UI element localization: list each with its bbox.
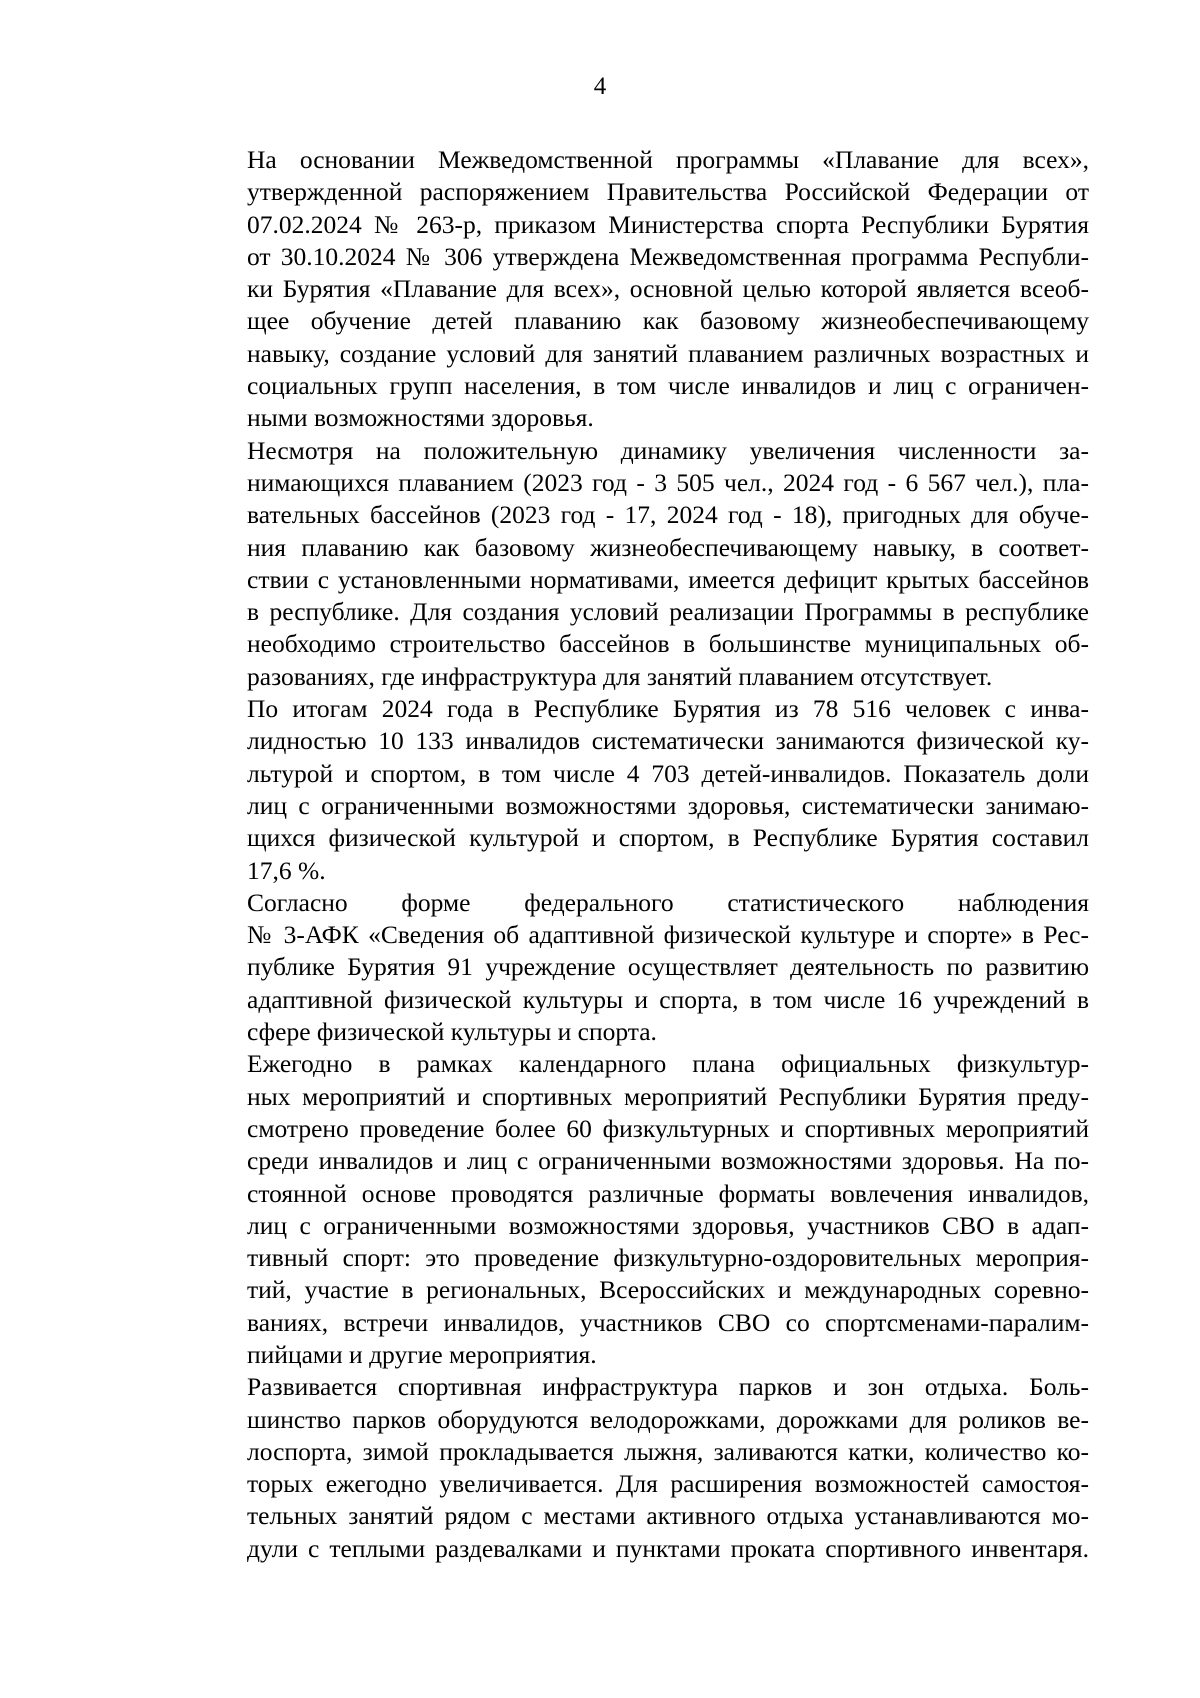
paragraph-pool-deficit xyxy=(173,435,1089,693)
text-line: торых ежегодно увеличивается. Для расширения возможностей самостоя- xyxy=(247,1469,1089,1499)
text-line: Несмотря на положительную динамику увеличения численности за- xyxy=(247,435,1089,465)
text-line: навыку, создание условий для занятий плаванием различных возрастных и xyxy=(247,338,1089,368)
text-line: № 3-АФК «Сведения об адаптивной физической культуре и спорте» в Рес- xyxy=(247,920,1089,950)
text-line: ными возможностями здоровья. xyxy=(247,403,594,433)
text-line: нимающихся плаванием (2023 год - 3 505 чел., 2024 год - 6 567 чел.), пла- xyxy=(247,467,1089,497)
text-line: стоянной основе проводятся различные форматы вовлечения инвалидов, xyxy=(247,1178,1089,1208)
text-line: публике Бурятия 91 учреждение осуществляет деятельность по развитию xyxy=(247,952,1089,982)
text-line: от 30.10.2024 № 306 утверждена Межведомственная программа Республи- xyxy=(247,241,1089,271)
text-line: смотрено проведение более 60 физкультурных и спортивных мероприятий xyxy=(247,1113,1089,1143)
text-line: необходимо строительство бассейнов в большинстве муниципальных об- xyxy=(247,629,1089,659)
text-line: 07.02.2024 № 263-р, приказом Министерства спорта Республики Бурятия xyxy=(247,209,1089,239)
text-line: шинство парков оборудуются велодорожками, дорожками для роликов ве- xyxy=(247,1404,1089,1434)
text-line: 17,6 %. xyxy=(247,855,326,885)
text-line: лиц с ограниченными возможностями здоровья, систематически занимаю- xyxy=(247,790,1089,820)
paragraph-afk-form xyxy=(173,887,1089,1048)
text-line: тивный спорт: это проведение физкультурно-оздоровительных мероприя- xyxy=(247,1243,1089,1273)
document-body xyxy=(173,144,1089,1565)
text-line: Ежегодно в рамках календарного плана официальных физкультур- xyxy=(247,1049,1089,1079)
text-line: среди инвалидов и лиц с ограниченными возможностями здоровья. На по- xyxy=(247,1146,1089,1176)
paragraph-swimming-program xyxy=(173,144,1089,435)
text-line: На основании Межведомственной программы «Плавание для всех», xyxy=(247,145,1089,174)
text-line: адаптивной физической культуры и спорта, в том числе 16 учреждений в xyxy=(247,984,1089,1014)
page-number: 4 xyxy=(593,73,607,100)
text-line: щихся физической культурой и спортом, в Республике Бурятия составил xyxy=(247,823,1089,853)
text-line: лиц с ограниченными возможностями здоровья, участников СВО в адап- xyxy=(247,1210,1089,1240)
text-line: социальных групп населения, в том числе инвалидов и лиц с ограничен- xyxy=(247,371,1089,401)
paragraph-park-infrastructure xyxy=(173,1371,1089,1565)
text-line: лидностью 10 133 инвалидов систематически занимаются физической ку- xyxy=(247,726,1089,756)
text-line: тий, участие в региональных, Всероссийских и международных соревно- xyxy=(247,1275,1089,1305)
text-line: дули с теплыми раздевалками и пунктами проката спортивного инвентаря. xyxy=(247,1533,1089,1563)
text-line: вательных бассейнов (2023 год - 17, 2024 год - 18), пригодных для обуче- xyxy=(247,500,1089,530)
text-line: тельных занятий рядом с местами активного отдыха устанавливаются мо- xyxy=(247,1501,1089,1531)
text-line: ствии с установленными нормативами, имеется дефицит крытых бассейнов xyxy=(247,564,1089,594)
text-line: щее обучение детей плаванию как базовому жизнеобеспечивающему xyxy=(247,306,1089,336)
text-line: ваниях, встречи инвалидов, участников СВО со спортсменами-паралим- xyxy=(247,1307,1089,1337)
text-line: ния плаванию как базовому жизнеобеспечивающему навыку, в соответ- xyxy=(247,532,1089,562)
text-line: ки Бурятия «Плавание для всех», основной целью которой является всеоб- xyxy=(247,274,1089,304)
text-line: Согласно форме федерального статистического наблюдения xyxy=(247,887,1089,917)
text-line: утвержденной распоряжением Правительства Российской Федерации от xyxy=(247,177,1089,207)
text-line: лоспорта, зимой прокладывается лыжня, заливаются катки, количество ко- xyxy=(247,1436,1089,1466)
paragraph-disability-statistics xyxy=(173,693,1089,887)
text-line: По итогам 2024 года в Республике Бурятия из 78 516 человек с инва- xyxy=(247,694,1089,724)
text-line: разованиях, где инфраструктура для занятий плаванием отсутствует. xyxy=(247,661,993,691)
text-line: Развивается спортивная инфраструктура парков и зон отдыха. Боль- xyxy=(247,1372,1089,1402)
text-line: в республике. Для создания условий реализации Программы в республике xyxy=(247,597,1089,627)
text-line: льтурой и спортом, в том числе 4 703 детей-инвалидов. Показатель доли xyxy=(247,758,1089,788)
text-line: ных мероприятий и спортивных мероприятий Республики Бурятия преду- xyxy=(247,1081,1089,1111)
text-line: сфере физической культуры и спорта. xyxy=(247,1017,657,1047)
text-line: пийцами и другие мероприятия. xyxy=(247,1339,597,1369)
paragraph-annual-events xyxy=(173,1048,1089,1371)
